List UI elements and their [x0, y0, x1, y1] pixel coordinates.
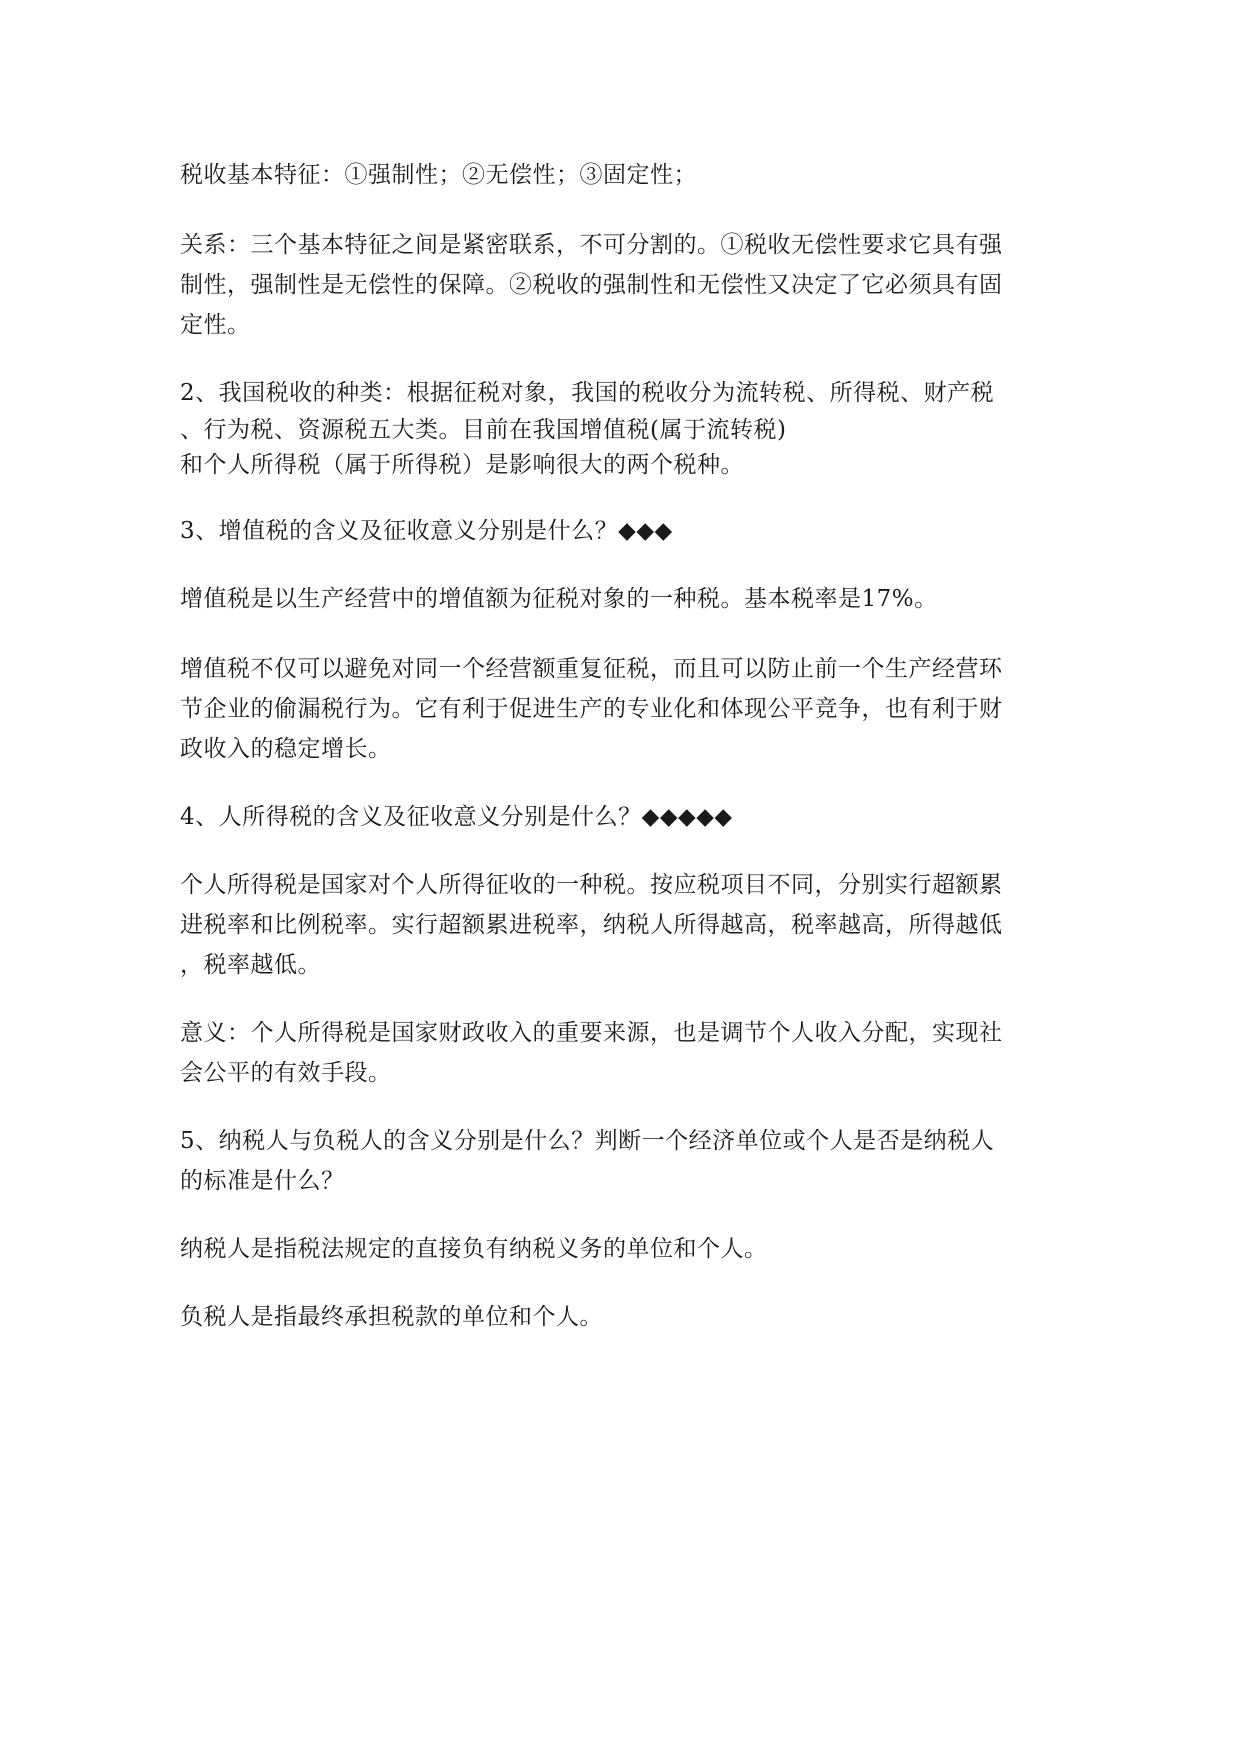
paragraph-income-tax-significance [180, 1013, 1065, 1093]
paragraph-tax-features [180, 155, 1065, 195]
text-line: 、行为税、资源税五大类。目前在我国增值税(属于流转税) [180, 417, 787, 443]
text-line: ，税率越低。 [180, 952, 321, 978]
text-line: 和个人所得税（属于所得税）是影响很大的两个税种。 [180, 452, 744, 478]
text-line: 意义：个人所得税是国家财政收入的重要来源，也是调节个人收入分配，实现社 [180, 1020, 1003, 1046]
paragraph-tax-features-relation [180, 225, 1065, 345]
text-line: 个人所得税是国家对个人所得征收的一种税。按应税项目不同，分别实行超额累 [180, 872, 1003, 898]
text-line: 制性，强制性是无偿性的保障。②税收的强制性和无偿性又决定了它必须具有固 [180, 272, 1003, 298]
text-line: 节企业的偷漏税行为。它有利于促进生产的专业化和体现公平竞争，也有利于财 [180, 696, 1003, 722]
text-line: 税收基本特征：①强制性；②无偿性；③固定性； [180, 162, 697, 188]
text-line: 负税人是指最终承担税款的单位和个人。 [180, 1304, 603, 1330]
text-line: 关系：三个基本特征之间是紧密联系，不可分割的。①税收无偿性要求它具有强 [180, 232, 1003, 258]
paragraph-taxpayer-definition [180, 1229, 1065, 1269]
text-line: 5、纳税人与负税人的含义分别是什么？判断一个经济单位或个人是否是纳税人 [180, 1128, 995, 1154]
text-line: 纳税人是指税法规定的直接负有纳税义务的单位和个人。 [180, 1236, 768, 1262]
text-line: 2、我国税收的种类：根据征税对象，我国的税收分为流转税、所得税、财产税 [180, 380, 995, 406]
text-line: 进税率和比例税率。实行超额累进税率，纳税人所得越高，税率越高，所得越低 [180, 912, 1003, 938]
paragraph-tax-types [180, 373, 1065, 483]
text-line: 增值税是以生产经营中的增值额为征税对象的一种税。基本税率是17%。 [180, 586, 938, 612]
document-page [180, 155, 1065, 1362]
text-line: 定性。 [180, 312, 251, 338]
text-line: 3、增值税的含义及征收意义分别是什么？◆◆◆ [180, 518, 673, 544]
paragraph-tax-bearer-definition [180, 1297, 1065, 1337]
heading-vat-question [180, 511, 1065, 551]
paragraph-income-tax-definition [180, 865, 1065, 985]
text-line: 增值税不仅可以避免对同一个经营额重复征税，而且可以防止前一个生产经营环 [180, 656, 1003, 682]
text-line: 的标准是什么？ [180, 1168, 345, 1194]
paragraph-vat-definition [180, 579, 1065, 619]
heading-taxpayer-question [180, 1121, 1065, 1201]
paragraph-vat-significance [180, 649, 1065, 769]
heading-income-tax-question [180, 797, 1065, 837]
text-line: 会公平的有效手段。 [180, 1060, 392, 1086]
text-line: 4、人所得税的含义及征收意义分别是什么？◆◆◆◆◆ [180, 804, 733, 830]
text-line: 政收入的稳定增长。 [180, 736, 392, 762]
